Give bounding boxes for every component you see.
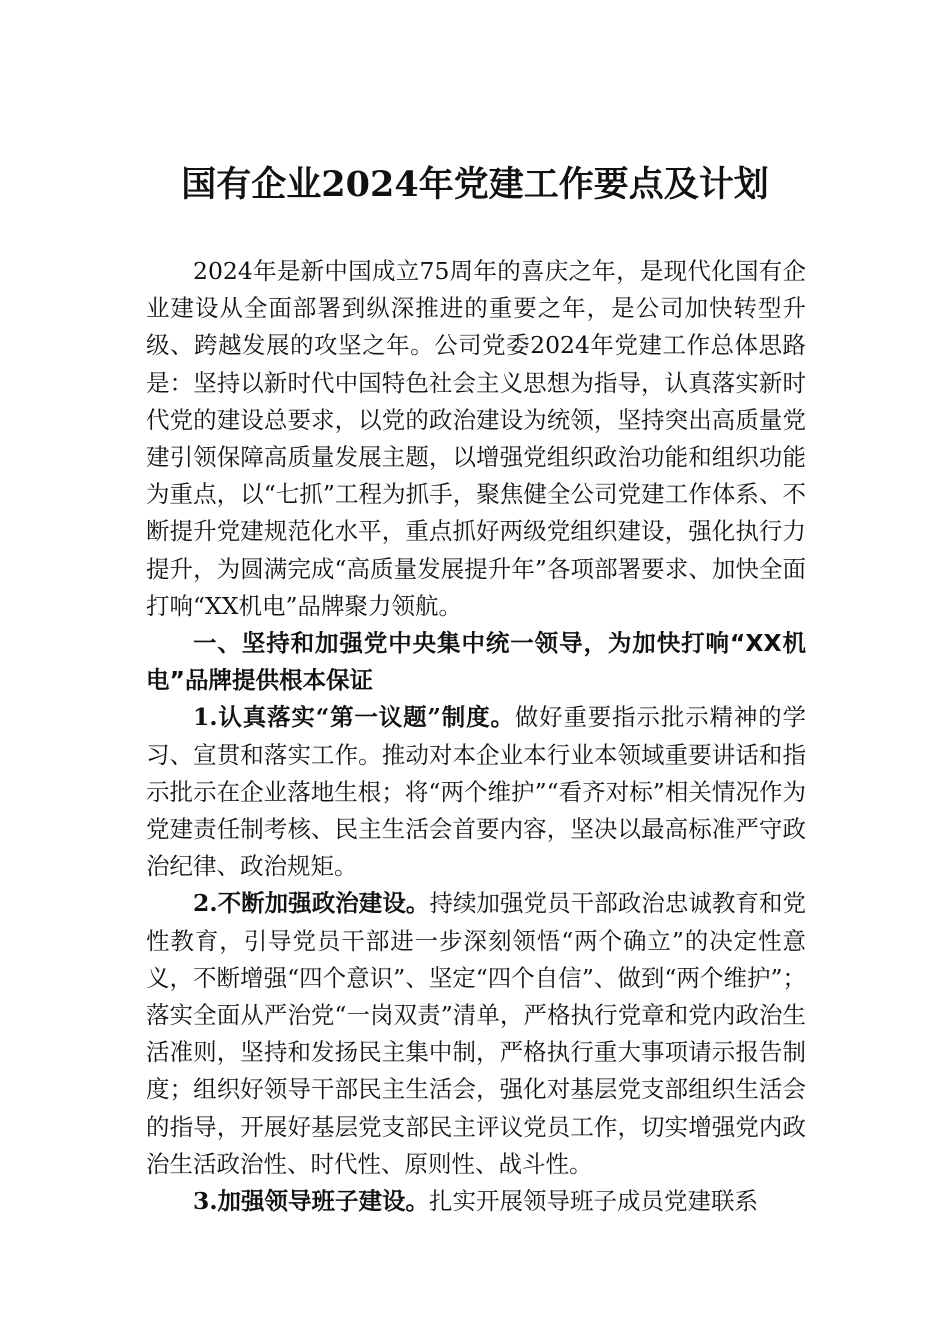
document-title: 国有企业2024年党建工作要点及计划 bbox=[181, 164, 769, 205]
item-text-1: 做好重要指示批示精神的学习、宣贯和落实工作。推动对本企业本行业本领域重要讲话和指示批示在企业落地生根；将“两个维护”“看齐对标”相关情况作为党建责任制考核、民主生活会首要内容，坚决以最高标准严守政治纪律、政治规矩。 bbox=[146, 703, 807, 881]
section-heading-1: 一、坚持和加强党中央集中统一领导，为加快打响“XX机电”品牌提供根本保证 bbox=[146, 629, 806, 695]
document-body bbox=[146, 253, 806, 1220]
item-paragraph-3 bbox=[146, 1183, 806, 1220]
item-lead-1: 1.认真落实“第一议题”制度。 bbox=[193, 703, 515, 732]
item-lead-2: 2.不断加强政治建设。 bbox=[193, 889, 430, 918]
item-paragraph-1 bbox=[146, 699, 806, 885]
item-text-2: 持续加强党员干部政治忠诚教育和党性教育，引导党员干部进一步深刻领悟“两个确立”的决定性意义，不断增强“四个意识”、坚定“四个自信”、做到“两个维护”；落实全面从严治党“一岗双责”清单，严格执行党章和党内政治生活准则，坚持和发扬民主集中制，严格执行重大事项请示报告制度；组织好领导干部民主生活会，强化对基层党支部组织生活会的指导，开展好基层党支部民主评议党员工作，切实增强党内政治生活政治性、时代性、原则性、战斗性。 bbox=[146, 889, 806, 1178]
item-paragraph-2 bbox=[146, 885, 806, 1183]
item-lead-3: 3.加强领导班子建设。 bbox=[193, 1187, 430, 1216]
intro-paragraph: 2024年是新中国成立75周年的喜庆之年，是现代化国有企业建设从全面部署到纵深推进的重要之年，是公司加快转型升级、跨越发展的攻坚之年。公司党委2024年党建工作总体思路是：坚持以新时代中国特色社会主义思想为指导，认真落实新时代党的建设总要求，以党的政治建设为统领，坚持突出高质量党建引领保障高质量发展主题，以增强党组织政治功能和组织功能为重点，以“七抓”工程为抓手，聚焦健全公司党建工作体系、不断提升党建规范化水平，重点抓好两级党组织建设，强化执行力提升，为圆满完成“高质量发展提升年”各项部署要求、加快全面打响“XX机电”品牌聚力领航。 bbox=[146, 257, 806, 620]
item-text-3: 扎实开展领导班子成员党建联系 bbox=[429, 1187, 759, 1216]
